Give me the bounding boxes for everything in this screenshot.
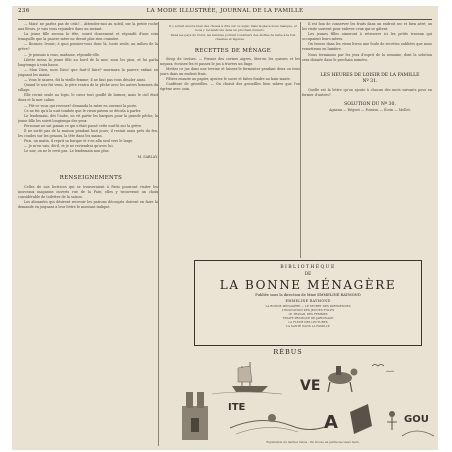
ad-subtitle: Publiée sous la direction de Mme EMMELINE RAYMOND — [255, 293, 361, 297]
horse-drawing — [328, 366, 358, 392]
article-paragraph: La jeune fille secoua la tête, sourit doucement et répondit d'une voix tranquille que la pauvre mère ne devait plus rien craindre. — [18, 32, 158, 42]
recipe-paragraph: Mettez ce jus dans une terrine et laissez-le fermenter pendant deux ou trois jours dans un endroit frais. — [160, 66, 300, 76]
ad-work-title: LA BONNE MÉNAGÈRE — LE SECRET DES PARISIENNES — [265, 304, 351, 308]
article-paragraph: Il est bon de conserver les fruits dans un endroit sec et bien aéré; on les visite souvent pour enlever ceux qui se gâtent. — [302, 22, 432, 32]
recipe-paragraph: Sirop de cerises. — Prenez des cerises aigres, ôtez-en les queues et les noyaux, écrasez-les et passez le jus à travers un linge. — [160, 56, 300, 66]
article-paragraph: — Fût-ce vous qui revenez? demanda la mère en ouvrant la porte. — [24, 103, 138, 108]
section-title-renseignements: RENSEIGNEMENTS — [59, 174, 123, 181]
column-divider — [300, 22, 301, 258]
puzzle-number: Nº 31. — [362, 78, 378, 84]
ad-work-title: LA FLEUR DES LECTURES — [288, 319, 328, 324]
article-paragraph: — Vous le saurez, dit la vieille femme; il ne faut pas vous désoler ainsi. — [24, 78, 146, 83]
ad-work-title: LA SANTÉ DANS LA FAMILLE — [286, 323, 330, 328]
ship-drawing — [212, 362, 282, 394]
info-paragraph: Les abonnées qui désirent recevoir les patrons découpés doivent en faire la demande en joignant à leur lettre le montant indiqué. — [18, 199, 158, 209]
running-title: LA MODE ILLUSTRÉE, JOURNAL DE LA FAMILLE — [146, 8, 304, 14]
header-rule — [18, 19, 432, 20]
rebus-title: RÉBUS — [273, 348, 303, 356]
article-signature: M. SABLAY. — [137, 155, 158, 160]
coastline-drawing — [230, 414, 332, 434]
rebus-illustration — [172, 356, 438, 448]
article-paragraph: Le soir, on ne le revit pas. Le lendemain non plus. — [24, 149, 110, 154]
ad-line-bibliotheque: BIBLIOTHÈQUE — [280, 265, 336, 270]
article-paragraph: On trouve dans les vieux livres une foule de recettes oubliées que nous remettrons en lumière. — [302, 42, 432, 52]
bibliotheque-advertisement — [194, 260, 422, 346]
article-paragraph: Nous terminons par les jeux d'esprit de la semaine, dont la solution sera donnée dans le prochain numéro. — [302, 52, 432, 62]
info-paragraph: Celles de nos lectrices qui se trouveraient à Paris pourront visiter les nouveaux magasins ouverts rue de la Paix; elles y trouveront un choix considérable de toilettes de la saison. — [18, 184, 158, 199]
cathedral-drawing — [182, 392, 208, 440]
solution-title: SOLUTION DU Nº 30. — [344, 101, 396, 107]
rebus-word: VE — [300, 378, 321, 394]
article-paragraph: — Bonsoir, Ivonic; à quoi pensiez-vous donc là, toute seule, au milieu de la grève? — [18, 42, 158, 52]
fashion-paragraph: Il y aurait encore bien des choses à dire sur ce sujet; mais la place nous manque, et nous y reviendrons dans un prochain numéro. — [169, 24, 297, 33]
page-number: 236 — [18, 8, 30, 14]
section-title-recettes: RECETTES DE MÉNAGE — [194, 47, 272, 54]
rebus-puzzle — [172, 348, 438, 448]
ad-work-title: LE TRAVAIL DES FEMMES — [288, 311, 328, 316]
left-column — [18, 22, 158, 446]
article-paragraph: Quand le soir fut venu, le père rentra de la pêche avec les autres hommes du village. — [18, 83, 158, 93]
article-paragraph: Lilette mena la jeune fille au bord de la mer, sous les pins, et lui parla longtemps à voix basse. — [18, 57, 158, 67]
section-title-loisirs: LES HEURES DE LOISIR DE LA FAMILLE — [320, 72, 420, 78]
article-paragraph: Elle revint seule au logis, le cœur tout gonflé de larmes; mais le ciel était doux et la mer calme. — [18, 93, 158, 103]
article-paragraph: Puis, un matin, il reprit sa barque et s'en alla seul vers le large. — [24, 139, 134, 144]
recipe-paragraph: Confiture de groseilles. — On choisit des groseilles bien mûres que l'on égrène avec soin. — [160, 82, 300, 92]
rebus-word: ITE — [228, 402, 246, 413]
figure-drawing — [387, 411, 397, 430]
article-paragraph: Les jeunes filles aimeront à retrouver ici les petits travaux qui occupaient leurs mères. — [302, 32, 432, 42]
right-column — [302, 22, 432, 258]
recipe-paragraph: Filtrez ensuite au papier, ajoutez le sucre et faites fondre au bain-marie. — [166, 77, 291, 81]
article-paragraph: — Je m'en vais, dit-il, et je ne reviendrai qu'avec lui. — [24, 144, 114, 149]
article-paragraph: Le lendemain, dès l'aube, on vit partir les barques pour la grande pêche; la jeune fille les suivit longtemps des yeux. — [18, 113, 158, 123]
ad-series: EMMELINE RAYMOND — [285, 299, 331, 303]
fashion-paragraph: Dans les pays du Nord, les femmes portent volontiers des étoffes de laine à la fois chaudes et légères. — [170, 32, 296, 42]
article-paragraph: Personne ne sut jamais ce qui s'était passé cette nuit-là sur la grève. — [24, 123, 143, 128]
article-paragraph: — Mais! ne parlez pas de cela?... Attendez-moi au soleil, sur la petite roche aux fleurs, je vais vous rejoindre dans un instant. — [18, 22, 158, 32]
article-paragraph: — Je pensais à vous, madame, répondit-elle. — [24, 52, 100, 57]
column-divider — [158, 22, 159, 446]
article-paragraph: Ce ne fut qu'à la nuit tombée que le vieux patron se décida à parler. — [24, 108, 142, 113]
page-header — [12, 6, 438, 20]
ad-work-title: L'ÉDUCATION DES JEUNES FILLES — [281, 307, 335, 312]
ad-work-title: TRAITÉ PRATIQUE DE JARDINAGE — [282, 315, 334, 320]
article-paragraph: — Mon Dieu, mon Dieu! que faut-il faire? murmura la pauvre enfant en joignant les mains. — [18, 67, 158, 77]
puzzle-text: Quelle est la lettre qu'on ajoute à chacun des mots suivants pour en former d'autres? — [302, 87, 432, 97]
ad-line-de: DE — [304, 271, 312, 276]
ad-title: LA BONNE MÉNAGÈRE — [219, 278, 397, 292]
article-paragraph: Il ne sortit pas de la maison pendant huit jours; il restait assis près du feu, les coudes sur les genoux, la tête dans les mains. — [18, 128, 158, 139]
rebus-caption: Explication du dernier rébus : On trouve en partie les vieux mots. — [266, 440, 360, 444]
fashion-notes — [160, 24, 300, 42]
newspaper-page — [12, 6, 438, 450]
solution-text: Agneau — Régent — Poisson — Écrin — Mollet. — [329, 107, 411, 112]
rebus-word: A — [324, 412, 338, 433]
middle-column — [160, 22, 300, 144]
rebus-word: GOU — [404, 414, 429, 425]
